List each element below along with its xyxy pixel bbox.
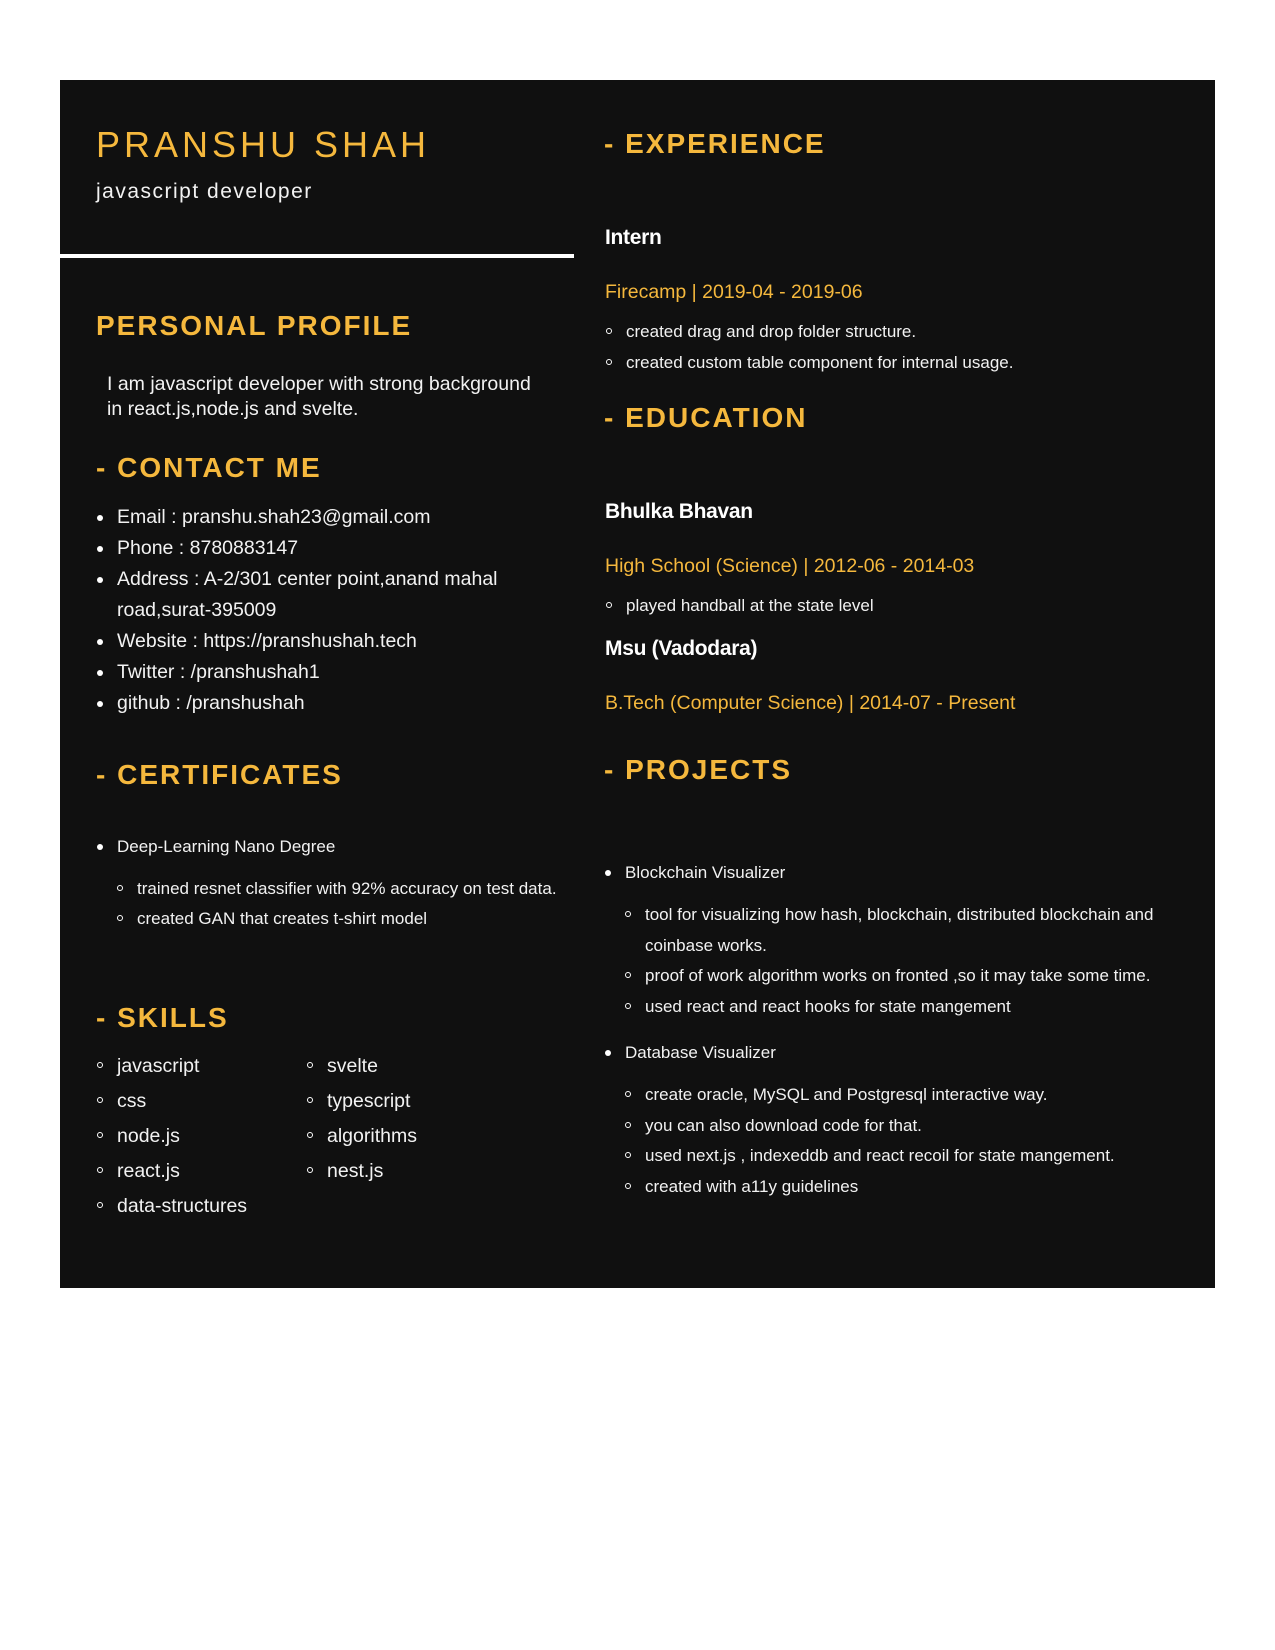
education-school: Msu (Vadodara) — [605, 637, 758, 660]
education-school: Bhulka Bhavan — [605, 500, 753, 523]
skill-item: react.js — [117, 1154, 247, 1189]
education-heading: - EDUCATION — [604, 402, 808, 433]
skill-item: css — [117, 1084, 247, 1119]
project-point: created with a11y guidelines — [645, 1172, 1185, 1203]
project-point: you can also download code for that. — [645, 1111, 1185, 1142]
skill-item: algorithms — [327, 1119, 417, 1154]
experience-point: created drag and drop folder structure. — [626, 316, 1013, 347]
skill-item: typescript — [327, 1084, 417, 1119]
certificate-item — [117, 830, 557, 934]
certificates-list — [117, 830, 557, 934]
experience-points — [626, 316, 1013, 378]
skills-heading: - SKILLS — [96, 1002, 229, 1033]
skills-column-1 — [117, 1049, 247, 1224]
certificate-point: created GAN that creates t-shirt model — [137, 904, 557, 934]
candidate-role: javascript developer — [96, 180, 313, 203]
resume-sheet — [60, 80, 1215, 1288]
project-points — [625, 900, 1185, 1022]
projects-heading: - PROJECTS — [604, 754, 793, 785]
project-point: tool for visualizing how hash, blockchain, distributed blockchain and coinbase works. — [645, 900, 1185, 961]
education-point: played handball at the state level — [626, 590, 874, 621]
project-point: used react and react hooks for state mangement — [645, 992, 1185, 1023]
header-divider — [60, 254, 574, 258]
certificates-heading: - CERTIFICATES — [96, 759, 343, 790]
projects-list — [625, 856, 1185, 1216]
contact-address: Address : A-2/301 center point,anand mahal road,surat-395009 — [117, 564, 557, 626]
contact-twitter[interactable]: Twitter : /pranshushah1 — [117, 657, 557, 688]
contact-list — [117, 502, 557, 719]
contact-heading: - CONTACT ME — [96, 452, 322, 483]
project-point: proof of work algorithm works on fronted ,so it may take some time. — [645, 961, 1185, 992]
experience-title: Intern — [605, 226, 662, 249]
project-title: Blockchain Visualizer — [625, 863, 786, 882]
skill-item: svelte — [327, 1049, 417, 1084]
experience-heading: - EXPERIENCE — [604, 128, 826, 159]
certificate-points — [117, 874, 557, 934]
candidate-name: PRANSHU SHAH — [96, 124, 431, 165]
education-points — [626, 590, 874, 621]
project-point: used next.js , indexeddb and react recoil for state mangement. — [645, 1141, 1185, 1172]
certificate-point: trained resnet classifier with 92% accuracy on test data. — [137, 874, 557, 904]
project-item — [625, 1036, 1185, 1202]
skill-item: data-structures — [117, 1189, 247, 1224]
project-title: Database Visualizer — [625, 1043, 776, 1062]
project-points — [625, 1080, 1185, 1202]
skill-item: javascript — [117, 1049, 247, 1084]
project-point: create oracle, MySQL and Postgresql interactive way. — [645, 1080, 1185, 1111]
experience-meta: Firecamp | 2019-04 - 2019-06 — [605, 281, 863, 303]
education-meta: High School (Science) | 2012-06 - 2014-03 — [605, 555, 975, 577]
skills-column-2 — [327, 1049, 417, 1189]
contact-email[interactable]: Email : pranshu.shah23@gmail.com — [117, 502, 557, 533]
education-meta: B.Tech (Computer Science) | 2014-07 - Present — [605, 692, 1016, 714]
contact-github[interactable]: github : /pranshushah — [117, 688, 557, 719]
project-item — [625, 856, 1185, 1022]
contact-phone[interactable]: Phone : 8780883147 — [117, 533, 557, 564]
skill-item: node.js — [117, 1119, 247, 1154]
certificate-title: Deep-Learning Nano Degree — [117, 837, 336, 856]
profile-heading: PERSONAL PROFILE — [96, 310, 413, 341]
experience-point: created custom table component for internal usage. — [626, 347, 1013, 378]
profile-text: I am javascript developer with strong background in react.js,node.js and svelte. — [107, 373, 531, 420]
contact-website[interactable]: Website : https://pranshushah.tech — [117, 626, 557, 657]
skill-item: nest.js — [327, 1154, 417, 1189]
